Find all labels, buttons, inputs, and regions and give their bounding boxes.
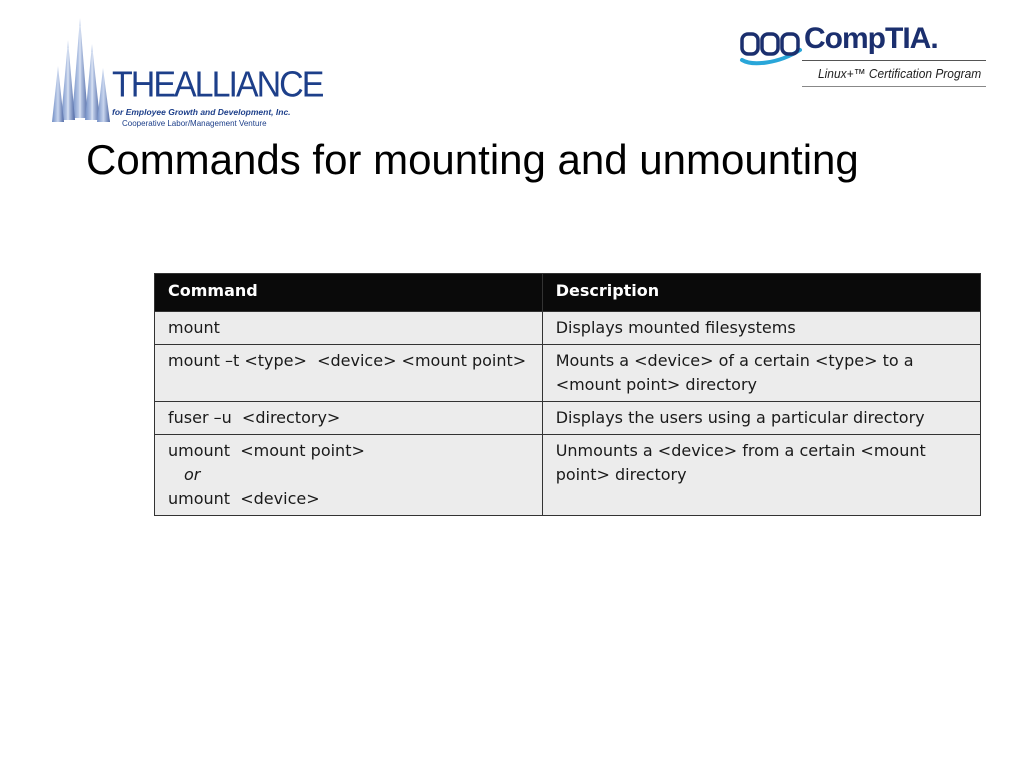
alliance-logo-subtitle: Cooperative Labor/Management Venture xyxy=(122,119,267,128)
command-text: mount –t <type> <device> <mount point> xyxy=(168,351,527,370)
alliance-logo xyxy=(50,18,323,128)
comptia-swoosh-icon xyxy=(738,20,804,70)
comptia-divider xyxy=(802,60,986,61)
description-cell: Displays the users using a particular directory xyxy=(542,402,980,435)
description-cell: Unmounts a <device> from a certain <mount point> directory xyxy=(542,435,980,516)
building-towers-icon xyxy=(50,18,112,126)
alliance-logo-name: THEALLIANCE xyxy=(112,65,323,105)
command-text: fuser –u <directory> xyxy=(168,408,341,427)
column-header-command: Command xyxy=(155,274,543,312)
description-cell: Mounts a <device> of a certain <type> to a <mount point> directory xyxy=(542,345,980,402)
command-or-separator: or xyxy=(184,465,201,484)
table-row xyxy=(155,345,981,402)
command-cell xyxy=(155,435,543,516)
table-row xyxy=(155,435,981,516)
command-cell xyxy=(155,312,543,345)
command-text: umount <mount point> xyxy=(168,441,365,460)
command-text: mount xyxy=(168,318,220,337)
comptia-divider-bottom xyxy=(802,86,986,87)
commands-table xyxy=(154,273,981,516)
comptia-logo xyxy=(738,20,988,90)
table-header-row xyxy=(155,274,981,312)
alliance-logo-tagline: for Employee Growth and Development, Inc. xyxy=(112,107,291,117)
slide-title: Commands for mounting and unmounting xyxy=(86,136,859,183)
command-cell xyxy=(155,345,543,402)
command-text: umount <device> xyxy=(168,489,320,508)
description-cell: Displays mounted filesystems xyxy=(542,312,980,345)
column-header-description: Description xyxy=(542,274,980,312)
comptia-program-label: Linux+™ Certification Program xyxy=(818,66,982,81)
comptia-logo-name: CompTIA. xyxy=(804,22,938,55)
command-cell xyxy=(155,402,543,435)
table-row xyxy=(155,312,981,345)
table-row xyxy=(155,402,981,435)
